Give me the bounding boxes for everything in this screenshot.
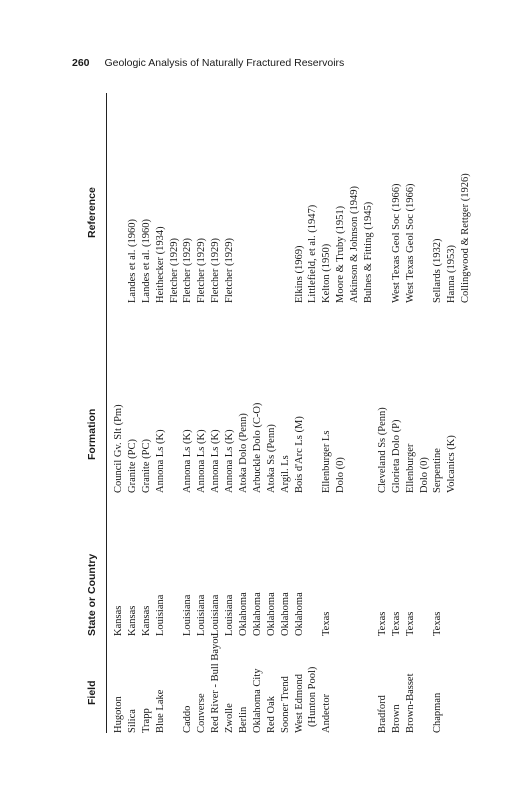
reference-cell [251, 173, 265, 303]
reference-cell [265, 173, 279, 303]
formation-cell: Granite (PC) [126, 439, 138, 493]
formation-cell: Annona Ls (K) [182, 429, 194, 493]
state-cell: Oklahoma [293, 592, 305, 636]
field-cell: Brown [390, 704, 402, 733]
field-cell [168, 633, 182, 733]
field-cell: Sooner Trend [279, 676, 291, 733]
reference-cell: Hanna (1953) [446, 244, 458, 303]
reference-cell: Kelton (1950) [321, 243, 333, 303]
header-formation: Formation [86, 408, 98, 460]
state-cell: Kansas [113, 605, 124, 636]
reference-cell: Fletcher (1929) [182, 237, 194, 303]
header-state: State or Country [86, 553, 98, 636]
reference-cell: Collingwood & Rettger (1926) [460, 173, 472, 303]
state-cell: Louisiana [182, 594, 194, 636]
formation-cell: Annona Ls (K) [154, 429, 166, 493]
formation-cell: Annona Ls (K) [224, 429, 236, 493]
field-cell [334, 633, 348, 733]
reference-cell [376, 173, 390, 303]
formation-cell: Bois d'Arc Ls (M) [293, 416, 305, 493]
state-cell [334, 592, 348, 636]
state-cell [418, 592, 432, 636]
field-cell [348, 633, 362, 733]
data-table [82, 93, 477, 733]
field-cell: Trapp [140, 708, 152, 733]
reference-cell: Fletcher (1929) [168, 237, 180, 303]
formation-cell [168, 403, 182, 493]
state-cell: Louisiana [210, 594, 222, 636]
field-cell: Red Oak [265, 695, 277, 733]
reference-cell [418, 173, 432, 303]
state-cell: Oklahoma [251, 592, 263, 636]
formation-cell: Annona Ls (K) [196, 429, 208, 493]
field-cell: West Edmond [293, 674, 305, 733]
formation-cell: Annona Ls (K) [210, 429, 222, 493]
field-cell: (Hunton Pool) [307, 666, 319, 727]
state-cell: Louisiana [154, 594, 166, 636]
formation-cell: Serpentine [432, 448, 444, 493]
field-cell: Berlin [238, 706, 250, 733]
reference-cell: Elkins (1969) [293, 245, 305, 303]
page-number: 260 [72, 57, 90, 69]
reference-cell: Moore & Truby (1951) [335, 205, 347, 303]
formation-cell: Dolo (0) [335, 457, 347, 493]
running-title: Geologic Analysis of Naturally Fractured Reservoirs [104, 57, 345, 69]
reference-cell: West Texas Geol Soc (1966) [404, 183, 416, 303]
field-cell: Caddo [182, 705, 194, 733]
column-formation [112, 403, 459, 493]
reference-cell: Heithecker (1934) [154, 226, 166, 303]
reference-cell: Atkinson & Johnson (1949) [349, 186, 361, 303]
state-cell: Louisiana [224, 594, 236, 636]
formation-cell: Volcanics (K) [446, 435, 458, 493]
reference-cell: Fletcher (1929) [210, 237, 222, 303]
field-cell: Red River - Bull Bayou [210, 633, 222, 733]
state-cell: Texas [432, 611, 444, 636]
field-cell: Oklahoma City [251, 668, 263, 733]
field-cell: Converse [196, 693, 208, 733]
state-cell: Texas [390, 611, 402, 636]
reference-cell [237, 173, 251, 303]
state-cell: Texas [404, 611, 416, 636]
column-field [112, 633, 445, 733]
formation-cell: Argil. Ls [279, 455, 291, 493]
state-cell: Louisiana [196, 594, 208, 636]
field-cell: Brown-Basset [404, 673, 416, 733]
formation-cell: Council Gv. Slt (Pm) [113, 404, 124, 493]
state-cell: Oklahoma [265, 592, 277, 636]
state-cell: Texas [376, 611, 388, 636]
header-rule [106, 93, 107, 733]
reference-cell [112, 173, 126, 303]
formation-cell: Granite (PC) [140, 439, 152, 493]
state-cell: Kansas [126, 605, 138, 636]
column-state [112, 592, 445, 636]
state-cell: Texas [321, 611, 333, 636]
field-cell: Zwolle [224, 703, 236, 733]
header-field: Field [86, 680, 98, 705]
field-cell: Hugoton [113, 696, 124, 733]
field-cell [362, 633, 376, 733]
formation-cell [348, 403, 362, 493]
formation-cell: Ellenburger Ls [321, 430, 333, 493]
field-cell: Andector [321, 693, 333, 733]
running-head [72, 57, 344, 69]
field-cell: Bradford [376, 695, 388, 733]
reference-cell: Landes et al. (1960) [126, 219, 138, 303]
reference-cell: West Texas Geol Soc (1966) [390, 183, 402, 303]
formation-cell: Cleveland Ss (Penn) [376, 407, 388, 493]
reference-cell: Fletcher (1929) [224, 237, 236, 303]
field-cell: Blue Lake [154, 689, 166, 733]
reference-cell: Landes et al. (1960) [140, 219, 152, 303]
field-cell [418, 633, 432, 733]
header-reference: Reference [86, 187, 98, 238]
reference-cell: Bulnes & Fitting (1945) [363, 201, 375, 303]
formation-cell: Ellenburger [404, 443, 416, 493]
field-cell: Silica [126, 709, 138, 733]
formation-cell: Atoka Ss (Penn) [265, 424, 277, 493]
state-cell: Oklahoma [279, 592, 291, 636]
state-cell: Oklahoma [238, 592, 250, 636]
formation-cell: Glorieta Dolo (P) [390, 419, 402, 493]
reference-cell: Fletcher (1929) [196, 237, 208, 303]
reference-cell: Sellards (1932) [432, 238, 444, 303]
state-cell [362, 592, 376, 636]
formation-cell [362, 403, 376, 493]
reference-cell [279, 173, 293, 303]
state-cell [348, 592, 362, 636]
reference-cell: Littlefield, et al. (1947) [307, 204, 319, 303]
formation-cell: Dolo (0) [418, 457, 430, 493]
state-cell: Kansas [140, 605, 152, 636]
formation-cell [306, 403, 320, 493]
formation-cell: Arbuckle Dolo (C-O) [251, 402, 263, 493]
state-cell [306, 592, 320, 636]
field-cell: Chapman [432, 692, 444, 733]
column-reference [112, 173, 473, 303]
formation-cell: Atoka Dolo (Penn) [238, 413, 250, 493]
state-cell [168, 592, 182, 636]
